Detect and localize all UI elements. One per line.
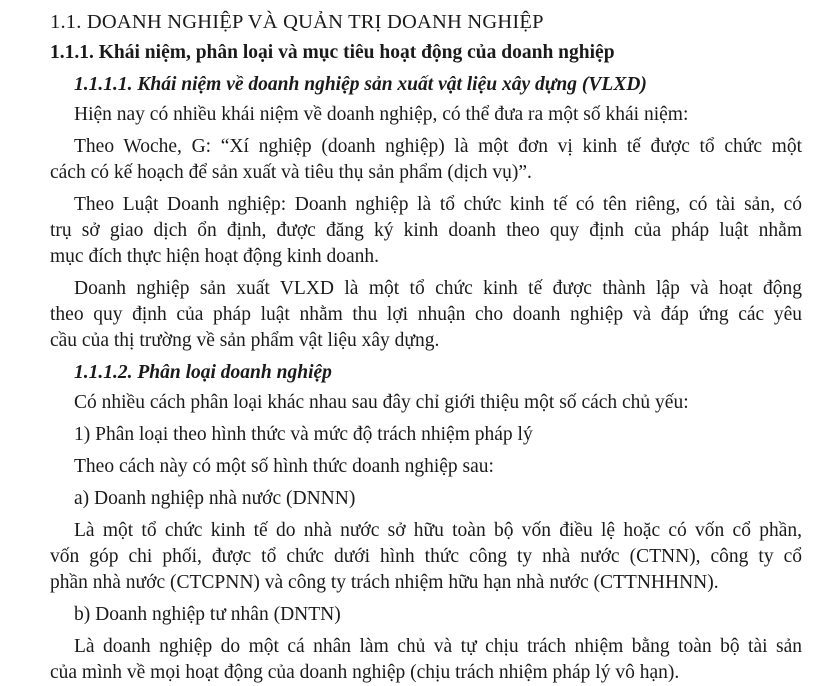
paragraph-line: trụ sở giao dịch ổn định, được đăng ký kinh doanh theo quy định của pháp luật nhằm — [50, 220, 802, 241]
paragraph-woche — [50, 134, 802, 186]
paragraph-line: mục đích thực hiện hoạt động kinh doanh. — [50, 246, 380, 267]
paragraph-line: Theo Woche, G: “Xí nghiệp (doanh nghiệp) là một đơn vị kinh tế được tổ chức một — [74, 136, 802, 157]
paragraph-law-definition — [50, 192, 802, 270]
paragraph-intro: Hiện nay có nhiều khái niệm về doanh nghiệp, có thể đưa ra một số khái niệm: — [74, 104, 689, 125]
paragraph-line: Là doanh nghiệp do một cá nhân làm chủ và tự chịu trách nhiệm bằng toàn bộ tài sản — [74, 636, 802, 657]
paragraph-forms-intro: Theo cách này có một số hình thức doanh nghiệp sau: — [74, 456, 494, 477]
paragraph-line: Theo Luật Doanh nghiệp: Doanh nghiệp là tổ chức kinh tế có tên riêng, có tài sản, có — [74, 194, 802, 215]
paragraph-line: cầu của thị trường về sản phẩm vật liệu xây dựng. — [50, 330, 440, 351]
section-heading-1-1-1: 1.1.1. Khái niệm, phân loại và mục tiêu hoạt động của doanh nghiệp — [50, 42, 615, 63]
section-heading-1-1-1-1: 1.1.1.1. Khái niệm về doanh nghiệp sản xuất vật liệu xây dựng (VLXD) — [74, 74, 647, 95]
paragraph-line: cách có kế hoạch để sản xuất và tiêu thụ sản phẩm (dịch vụ)”. — [50, 162, 532, 183]
list-item-private-enterprise: b) Doanh nghiệp tư nhân (DNTN) — [74, 604, 341, 625]
section-heading-1-1-1-2: 1.1.1.2. Phân loại doanh nghiệp — [74, 362, 332, 383]
paragraph-line: Doanh nghiệp sản xuất VLXD là một tổ chức kinh tế được thành lập và hoạt động — [74, 278, 802, 299]
paragraph-state-enterprise — [50, 518, 802, 596]
section-heading-1-1: 1.1. DOANH NGHIỆP VÀ QUẢN TRỊ DOANH NGHIỆP — [50, 11, 544, 33]
paragraph-classification-intro: Có nhiều cách phân loại khác nhau sau đây chỉ giới thiệu một số cách chủ yếu: — [74, 392, 689, 413]
list-item-legal-form: 1) Phân loại theo hình thức và mức độ trách nhiệm pháp lý — [74, 424, 533, 445]
paragraph-line: vốn góp chi phối, được tổ chức dưới hình thức công ty nhà nước (CTNN), công ty cổ — [50, 546, 802, 567]
paragraph-private-enterprise — [50, 634, 802, 686]
paragraph-line: phần nhà nước (CTCPNN) và công ty trách nhiệm hữu hạn nhà nước (CTTNHHNN). — [50, 572, 719, 593]
list-item-state-enterprise: a) Doanh nghiệp nhà nước (DNNN) — [74, 488, 356, 509]
paragraph-line: của mình về mọi hoạt động của doanh nghiệp (chịu trách nhiệm pháp lý vô hạn). — [50, 662, 680, 683]
paragraph-vlxd-enterprise — [50, 276, 802, 354]
paragraph-line: Là một tổ chức kinh tế do nhà nước sở hữu toàn bộ vốn điều lệ hoặc có vốn cổ phần, — [74, 520, 802, 541]
paragraph-line: theo quy định của pháp luật nhằm thu lợi nhuận cho doanh nghiệp và đáp ứng các yêu — [50, 304, 802, 325]
